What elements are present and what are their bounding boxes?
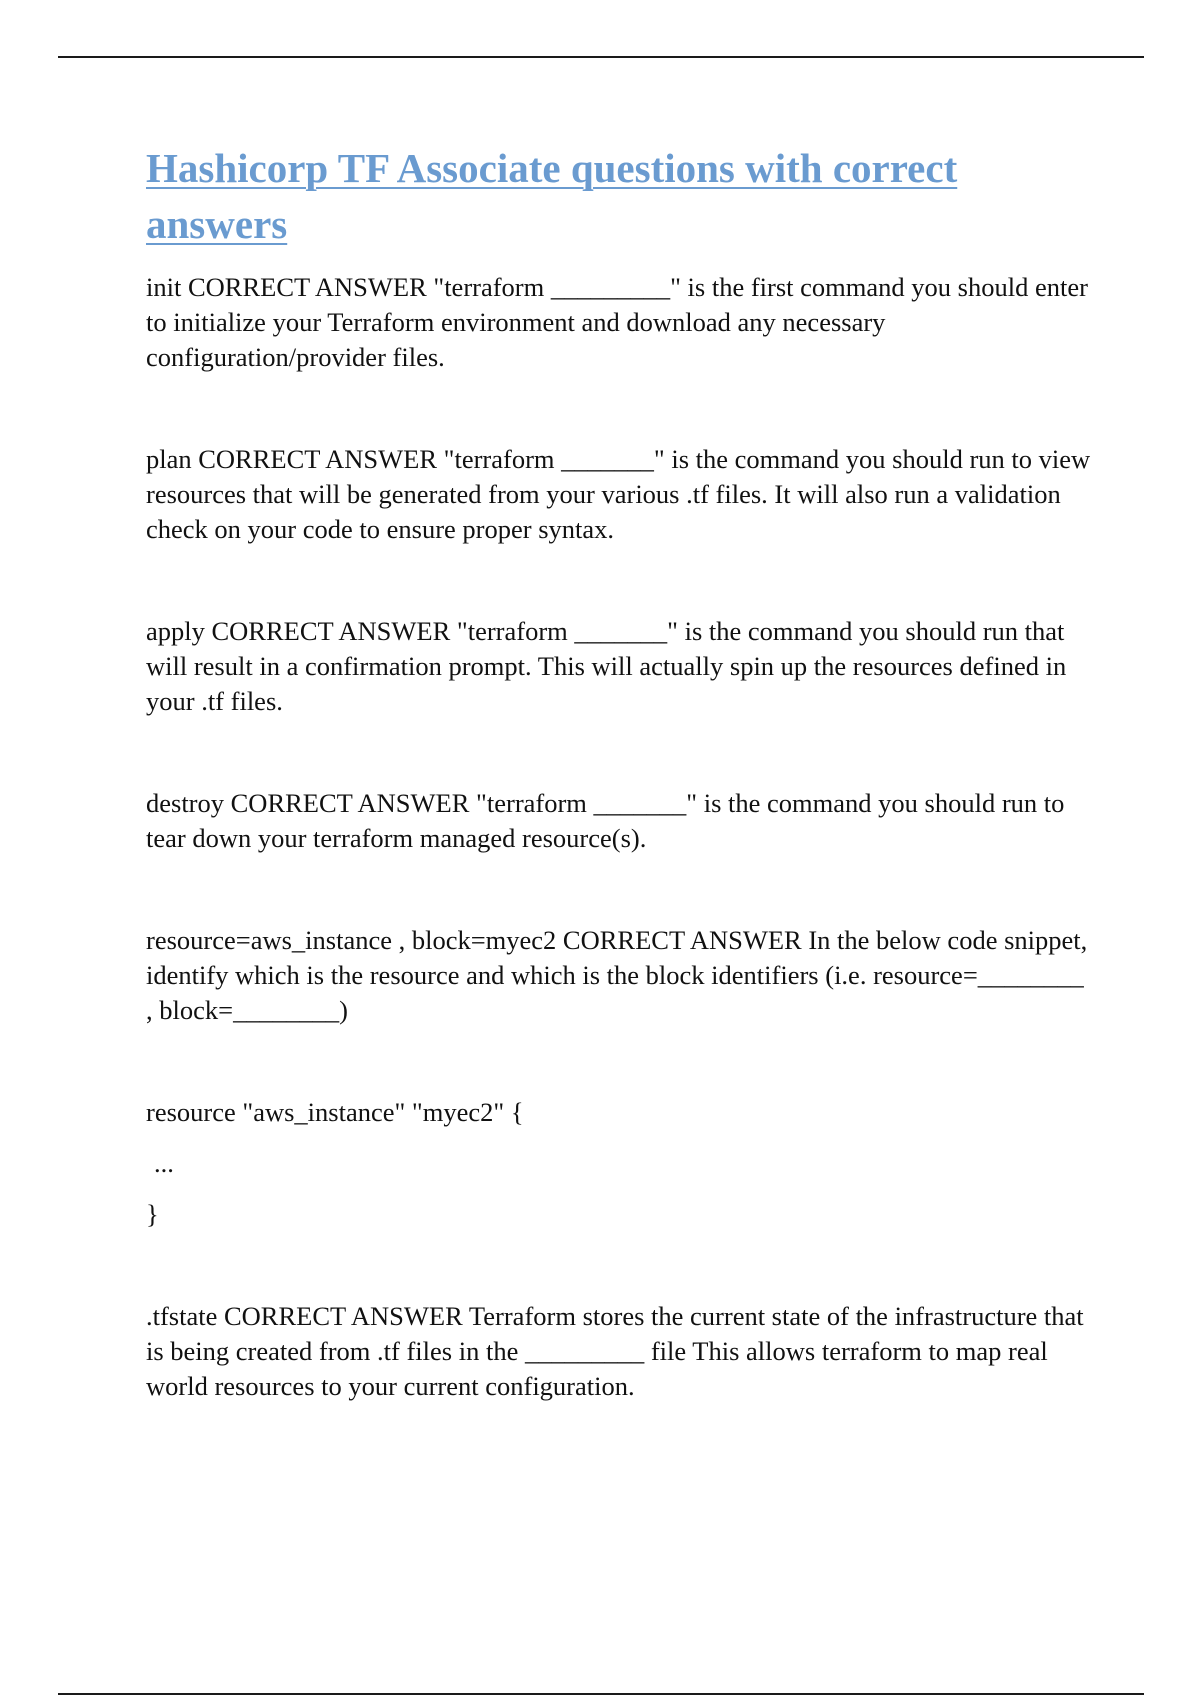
qa-item-apply: apply CORRECT ANSWER "terraform _______" is the command you should run that will result in a confirmation prompt. This will actually spin up the resources defined in your .tf files. bbox=[146, 616, 1067, 716]
code-snippet bbox=[146, 1095, 1096, 1232]
code-line-close: } bbox=[146, 1199, 159, 1229]
header-rule bbox=[58, 56, 1144, 58]
qa-item-plan: plan CORRECT ANSWER "terraform _______" is the command you should run to view resources that will be generated from your various .tf files. It will also run a validation check on your code to ensure proper syntax. bbox=[146, 444, 1091, 544]
code-line-open: resource "aws_instance" "myec2" { bbox=[146, 1097, 524, 1127]
qa-item-destroy: destroy CORRECT ANSWER "terraform _______" is the command you should run to tear down your terraform managed resource(s). bbox=[146, 788, 1065, 853]
footer-rule bbox=[58, 1693, 1144, 1695]
qa-item-tfstate: .tfstate CORRECT ANSWER Terraform stores the current state of the infrastructure that is being created from .tf files in the _________ file This allows terraform to map real world resources to your current configuration. bbox=[146, 1301, 1084, 1401]
code-line-ellipsis: ... bbox=[154, 1148, 174, 1178]
qa-item-resource-block: resource=aws_instance , block=myec2 CORRECT ANSWER In the below code snippet, identify which is the resource and which is the block identifiers (i.e. resource=________ , block=________) bbox=[146, 925, 1088, 1025]
qa-item-init: init CORRECT ANSWER "terraform _________" is the first command you should enter to initialize your Terraform environment and download any necessary configuration/provider files. bbox=[146, 272, 1088, 372]
document-page bbox=[146, 140, 1096, 1404]
document-title: Hashicorp TF Associate questions with correct answers bbox=[146, 145, 958, 247]
